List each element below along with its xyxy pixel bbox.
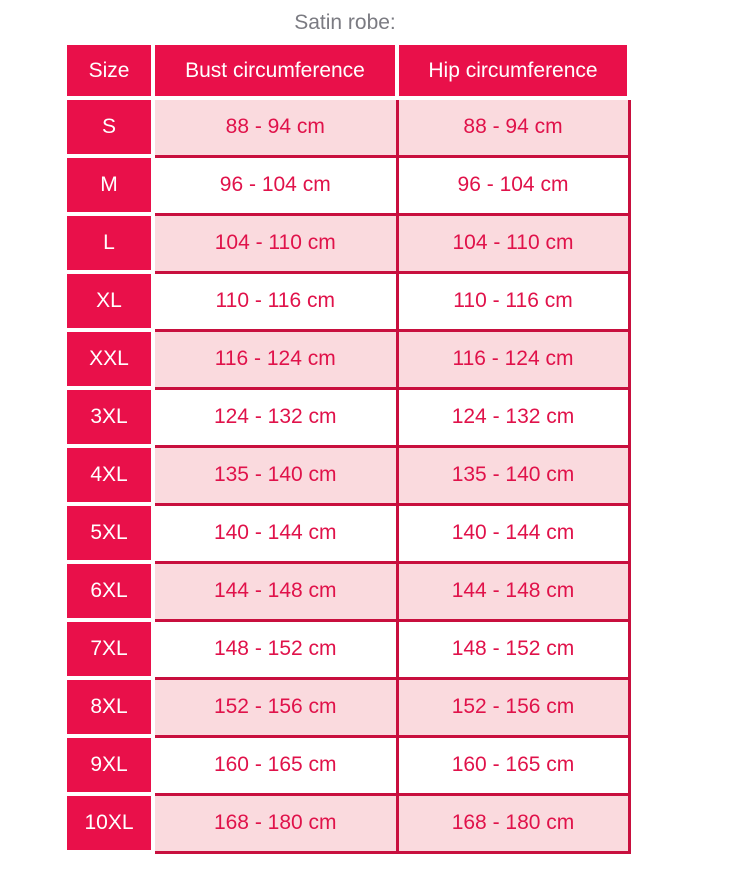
bust-cell: 152 - 156 cm [153,678,397,736]
table-header-row [65,43,629,98]
size-cell: XL [65,272,153,330]
hip-cell: 135 - 140 cm [397,446,629,504]
bust-cell: 144 - 148 cm [153,562,397,620]
table-row [65,736,629,794]
table-row [65,214,629,272]
size-chart-page [0,11,737,854]
size-table [63,41,631,854]
header-hip-circumference: Hip circumference [397,43,629,98]
size-cell: 9XL [65,736,153,794]
hip-cell: 140 - 144 cm [397,504,629,562]
table-row [65,156,629,214]
hip-cell: 110 - 116 cm [397,272,629,330]
size-cell: S [65,98,153,156]
bust-cell: 96 - 104 cm [153,156,397,214]
size-cell: 4XL [65,446,153,504]
bust-cell: 124 - 132 cm [153,388,397,446]
table-row [65,330,629,388]
hip-cell: 168 - 180 cm [397,794,629,852]
bust-cell: 140 - 144 cm [153,504,397,562]
size-cell: 7XL [65,620,153,678]
size-cell: 3XL [65,388,153,446]
table-row [65,562,629,620]
page-title: Satin robe: [294,11,396,34]
size-cell: XXL [65,330,153,388]
bust-cell: 168 - 180 cm [153,794,397,852]
header-size: Size [65,43,153,98]
bust-cell: 88 - 94 cm [153,98,397,156]
bust-cell: 148 - 152 cm [153,620,397,678]
table-body [65,98,629,852]
table-row [65,98,629,156]
table-row [65,794,629,852]
bust-cell: 110 - 116 cm [153,272,397,330]
size-cell: L [65,214,153,272]
table-row [65,504,629,562]
hip-cell: 124 - 132 cm [397,388,629,446]
hip-cell: 96 - 104 cm [397,156,629,214]
size-cell: 8XL [65,678,153,736]
hip-cell: 104 - 110 cm [397,214,629,272]
bust-cell: 104 - 110 cm [153,214,397,272]
bust-cell: 160 - 165 cm [153,736,397,794]
size-cell: 10XL [65,794,153,852]
size-cell: M [65,156,153,214]
header-bust-circumference: Bust circumference [153,43,397,98]
hip-cell: 116 - 124 cm [397,330,629,388]
table-row [65,446,629,504]
size-cell: 5XL [65,504,153,562]
table-row [65,620,629,678]
table-row [65,272,629,330]
hip-cell: 144 - 148 cm [397,562,629,620]
bust-cell: 135 - 140 cm [153,446,397,504]
table-row [65,388,629,446]
hip-cell: 88 - 94 cm [397,98,629,156]
table-row [65,678,629,736]
hip-cell: 160 - 165 cm [397,736,629,794]
hip-cell: 152 - 156 cm [397,678,629,736]
bust-cell: 116 - 124 cm [153,330,397,388]
size-cell: 6XL [65,562,153,620]
hip-cell: 148 - 152 cm [397,620,629,678]
